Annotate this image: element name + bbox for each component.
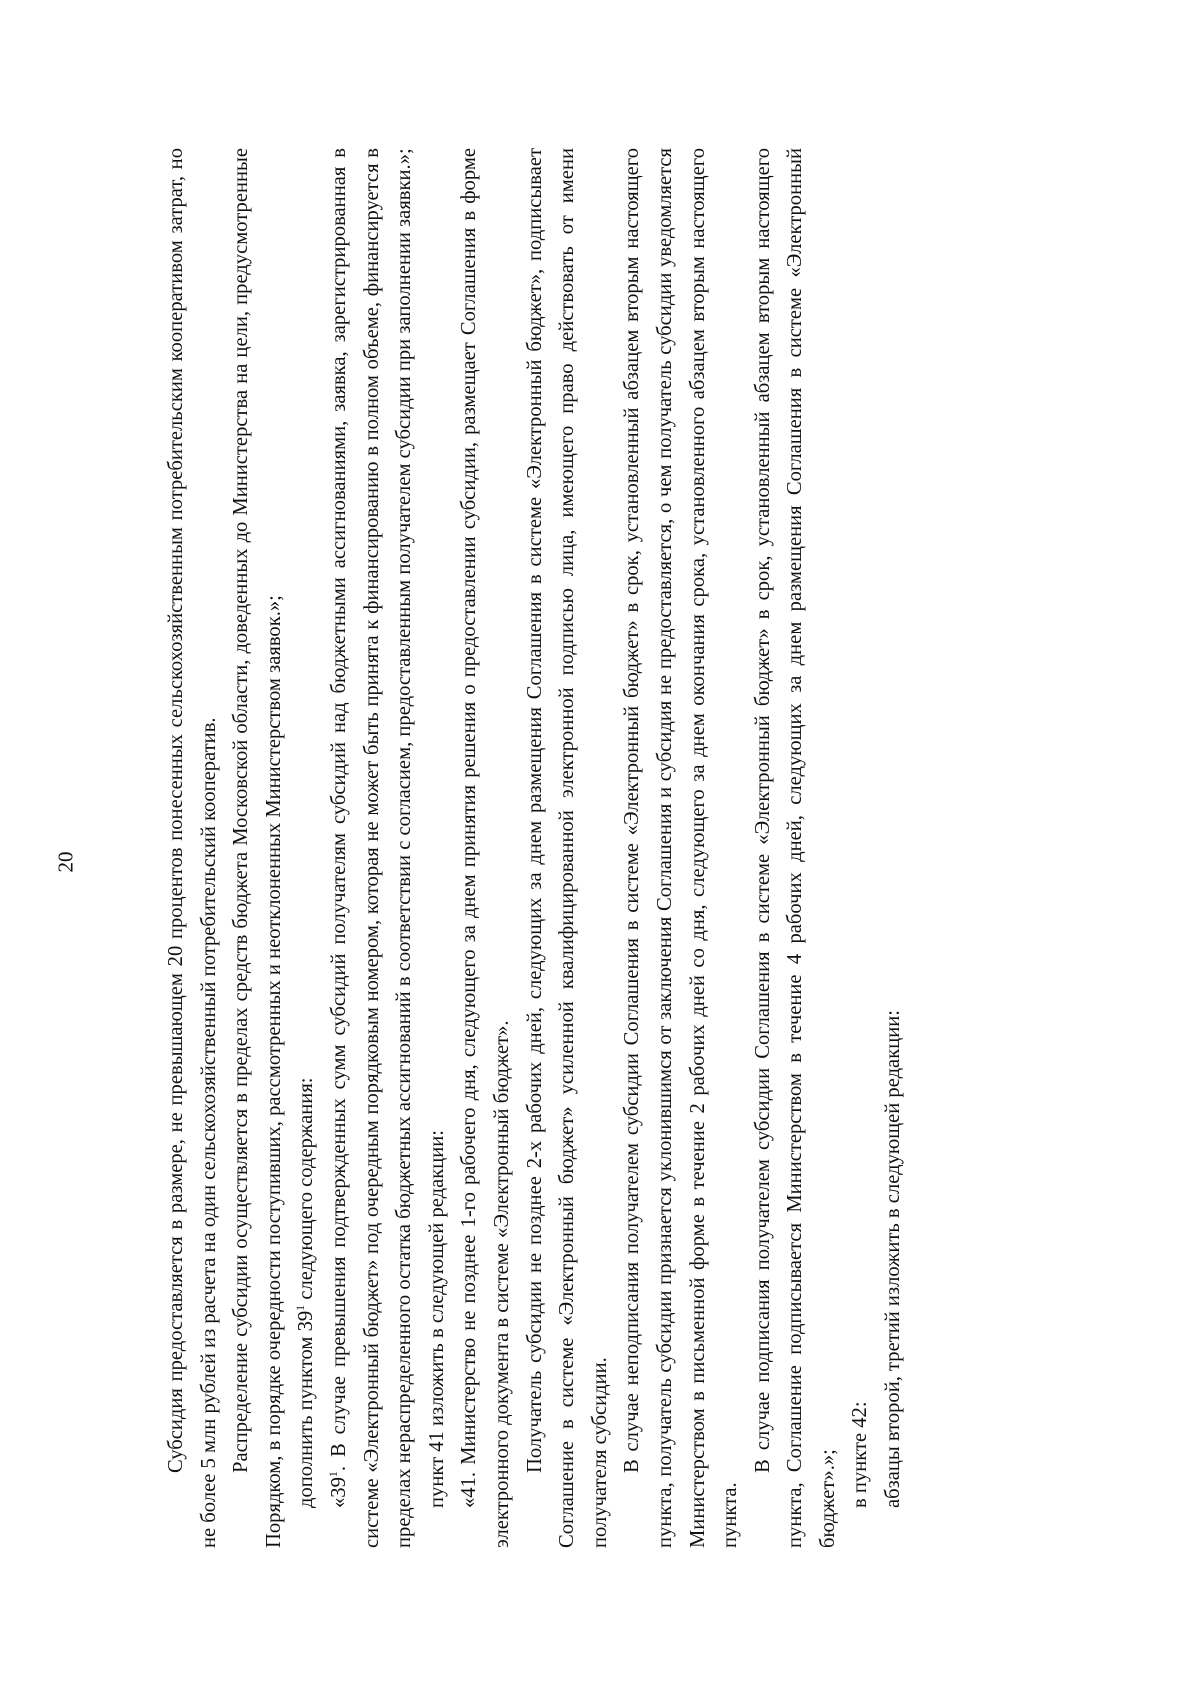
text-segment: . В случае превышения подтвержденных сумм субсидий получателям субсидий над бюджетными ассигнованиями, заявка, зарегистрированная в системе «Электронный бюджет» под очередным порядковым номером, которая не может быть принята к финансированию в полном объеме, финансируется в пределах нераспределенного остатка бюджетных ассигнований в соответствии с согласием, предоставленным получателем субсидии при заполнении заявки.»; [327, 148, 416, 1548]
paragraph-point-41: «41. Министерство не позднее 1-го рабочего дня, следующего за днем принятия решения о предоставлении субсидии, размещает Соглашения в форме электронного документа в системе «Электронный бюджет». [458, 148, 513, 1548]
page-text-body [160, 148, 920, 1548]
paragraph-add-point-39-1 [290, 148, 323, 1548]
paragraph-signed: В случае подписания получателем субсидии Соглашения в системе «Электронный бюджет» в срок, установленный абзацем вторым настоящего пункта, Соглашение подписывается Министерством в течение 4 рабочих дней, следующих за днем размещения Соглашения в системе «Электронный бюджет».»; [751, 148, 839, 1548]
text-segment: следующего содержания: [295, 1077, 318, 1305]
superscript: 1 [293, 1304, 308, 1311]
paragraph-not-signed: В случае неподписания получателем субсидии Соглашения в системе «Электронный бюджет» в срок, установленный абзацем вторым настоящего пункта, получатель субсидии признается уклонившимся от заключения Соглашения и субсидия не предоставляется, о чем получатель субсидии уведомляется Министерством в письменной форме в течение 2 рабочих дней со дня, следующего за днем окончания срока, установленного абзацем вторым настоящего пункта. [621, 148, 742, 1548]
paragraph-recipient-signs: Получатель субсидии не позднее 2-х рабочих дней, следующих за днем размещения Соглашения в системе «Электронный бюджет», подписывает Соглашение в системе «Электронный бюджет» усиленной квалифицированной электронной подписью лица, имеющего право действовать от имени получателя субсидии. [523, 148, 611, 1548]
paragraph-point-39-1 [323, 148, 421, 1548]
paragraph-point-42-abzacy: абзацы второй, третий изложить в следующей редакции: [882, 1010, 905, 1508]
paragraph-distribution: Распределение субсидии осуществляется в пределах средств бюджета Московской области, доведенных до Министерства на цели, предусмотренные Порядком, в порядке очередности поступивших, рассмотренных и неотклоненных Министерством заявок.»; [230, 148, 285, 1548]
text-segment: «39 [327, 1477, 350, 1508]
text-segment: дополнить пунктом 39 [295, 1310, 318, 1508]
paragraph-point-42: в пункте 42: [849, 1401, 872, 1508]
superscript: 1 [326, 1471, 341, 1478]
paragraph-point-41-intro: пункт 41 изложить в следующей редакции: [425, 1129, 448, 1508]
page-number: 20 [53, 851, 78, 873]
paragraph-subsidy-amount: Субсидия предоставляется в размере, не превышающем 20 процентов понесенных сельскохозяйственным потребительским кооперативом затрат, но не более 5 млн рублей из расчета на один сельскохозяйственный потребительский кооператив. [165, 148, 220, 1548]
